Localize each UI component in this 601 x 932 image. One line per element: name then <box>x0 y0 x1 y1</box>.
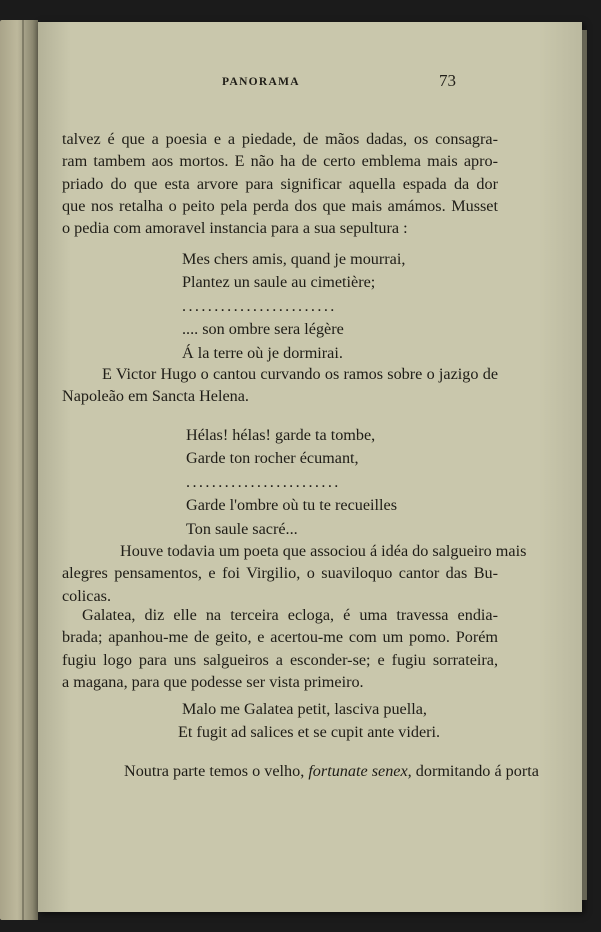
verse-line: Á la terre où je dormirai. <box>182 343 343 362</box>
text-line <box>62 760 539 782</box>
text-line: o pedia com amoravel instancia para a sua sepultura : <box>62 219 408 238</box>
page-edge-right <box>582 30 587 900</box>
text-line: a magana, para que podesse ser vista primeiro. <box>62 672 364 691</box>
text-segment: dormitando á porta <box>411 762 539 780</box>
verse-line: Plantez un saule au cimetière; <box>182 273 376 292</box>
verse-line: Garde ton rocher écumant, <box>186 449 359 468</box>
verse-line: Malo me Galatea petit, lasciva puella, <box>182 700 427 718</box>
text-line: fugiu logo para uns salgueiros a esconder-se; e fugiu sorrateira, <box>62 650 498 669</box>
italic-phrase: fortunate senex, <box>308 762 412 780</box>
ellipsis-line: ........................ <box>186 472 341 491</box>
text-line: talvez é que a poesia e a piedade, de mãos dadas, os consagra- <box>62 130 498 148</box>
text-segment: Noutra parte temos o velho, <box>124 762 309 780</box>
text-line: brada; apanhou-me de geito, e acertou-me com um pomo. Porém <box>62 628 498 647</box>
text-line: que nos retalha o peito pela perda dos que mais amámos. Musset <box>62 196 498 215</box>
paragraph-1 <box>62 128 498 239</box>
text-line: Napoleão em Sancta Helena. <box>62 387 249 406</box>
verse-line: Garde l'ombre où tu te recueilles <box>186 496 398 515</box>
verse-line: .... son ombre sera légère <box>182 320 344 339</box>
gutter <box>22 20 24 920</box>
running-head: PANORAMA <box>222 76 300 88</box>
text-line: priado do que esta arvore para significar aquella espada da dor <box>62 174 498 193</box>
verse-hugo <box>186 424 397 541</box>
text-line: Galatea, diz elle na terceira ecloga, é uma travessa endia- <box>82 606 498 624</box>
paragraph-2 <box>62 363 498 408</box>
previous-page-edge <box>0 20 38 920</box>
page-number: 73 <box>439 71 456 90</box>
text-line: Houve todavia um poeta que associou á idéa do salgueiro mais <box>120 542 527 560</box>
paragraph-4 <box>62 604 498 693</box>
paragraph-5 <box>62 760 539 782</box>
verse-line: Et fugit ad salices et se cupit ante videri. <box>178 723 441 742</box>
verse-line: Mes chers amis, quand je mourrai, <box>182 250 406 268</box>
ellipsis-line: ........................ <box>182 296 337 315</box>
verse-musset <box>182 248 405 365</box>
verse-line: Ton saule sacré... <box>186 519 298 538</box>
verse-virgil <box>178 698 440 745</box>
text-line: E Victor Hugo o cantou curvando os ramos sobre o jazigo de <box>102 365 498 383</box>
text-line: ram tambem aos mortos. E não ha de certo emblema mais apro- <box>62 152 498 171</box>
text-line: colicas. <box>62 586 111 605</box>
paragraph-3 <box>62 540 527 607</box>
text-line: alegres pensamentos, e foi Virgilio, o suaviloquo cantor das Bu- <box>62 564 498 583</box>
verse-line: Hélas! hélas! garde ta tombe, <box>186 426 376 444</box>
